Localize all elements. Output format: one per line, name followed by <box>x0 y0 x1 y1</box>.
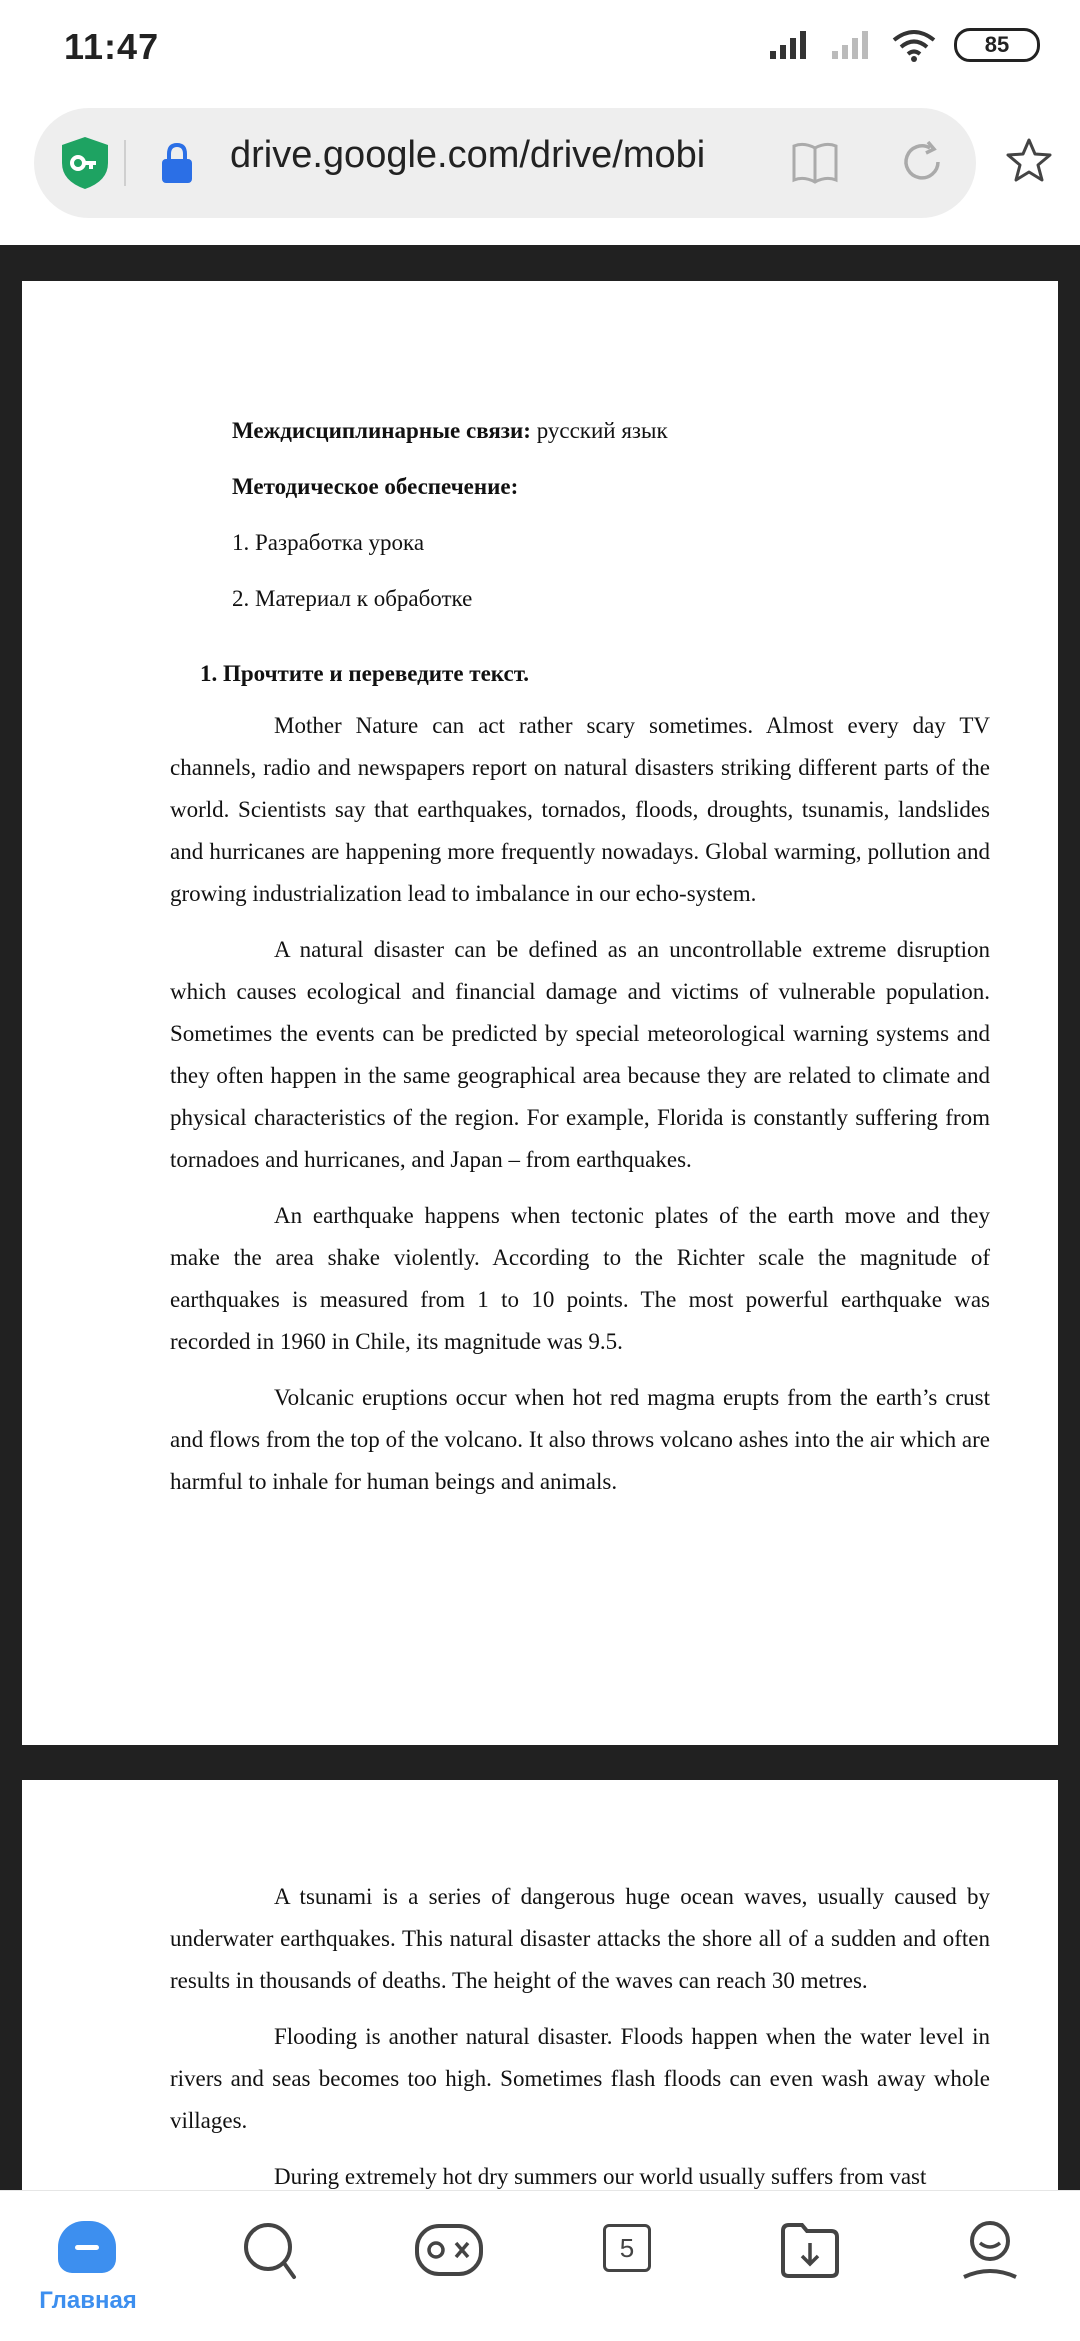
bookmark-star-icon[interactable] <box>1005 137 1053 183</box>
shield-key-icon[interactable] <box>58 135 112 191</box>
nav-tabs[interactable] <box>570 2191 690 2341</box>
wifi-icon <box>892 28 936 62</box>
nav-downloads[interactable] <box>750 2191 870 2341</box>
meta-label: Методическое обеспечение: <box>232 474 519 499</box>
paragraph: A natural disaster can be defined as an uncontrollable extreme disruption which causes ecological and financial damage and victims of vulnerable population. Sometimes the events can be predicted by special meteorological warning systems and they often happen in the same geographical area because they are related to climate and physical characteristics of the region. For example, Florida is constantly suffering from tornadoes and hurricanes, and Japan – from earthquakes. <box>170 937 990 1172</box>
document-viewer[interactable] <box>0 245 1080 2190</box>
nav-games[interactable] <box>392 2191 512 2341</box>
task-heading: 1. Прочтите и переведите текст. <box>200 661 530 686</box>
status-bar <box>0 0 1080 100</box>
paragraph: Volcanic eruptions occur when hot red magma erupts from the earth’s crust and flows from the top of the volcano. It also throws volcano ashes into the air which are harmful to inhale for human beings and animals. <box>170 1385 990 1494</box>
document-page-2 <box>22 1780 1058 2190</box>
reader-mode-icon[interactable] <box>790 140 840 184</box>
url-text[interactable]: drive.google.com/drive/mobi <box>230 134 706 176</box>
signal-icon <box>768 29 812 61</box>
lock-icon[interactable] <box>161 142 193 184</box>
tab-count-icon[interactable]: 5 <box>603 2224 651 2272</box>
status-time: 11:47 <box>64 26 160 67</box>
nav-search[interactable] <box>210 2191 330 2341</box>
nav-home[interactable] <box>28 2191 148 2341</box>
paragraph: An earthquake happens when tectonic plates of the earth move and they make the area shake violently. According to the Richter scale the magnitude of earthquakes is measured from 1 to 10 points. The most powerful earthquake was recorded in 1960 in Chile, its magnitude was 9.5. <box>170 1203 990 1354</box>
battery-indicator: 85 <box>954 28 1040 62</box>
browser-toolbar <box>0 100 1080 245</box>
document-page-1 <box>22 281 1058 1745</box>
download-folder-icon[interactable] <box>780 2221 840 2279</box>
meta-label: Междисциплинарные связи: <box>232 418 531 443</box>
gamepad-icon[interactable] <box>414 2223 484 2277</box>
profile-icon[interactable] <box>960 2219 1020 2281</box>
nav-profile[interactable] <box>930 2191 1050 2341</box>
search-icon[interactable] <box>242 2221 300 2281</box>
meta-value: русский язык <box>530 418 668 443</box>
list-item: 1. Разработка урока <box>232 530 425 555</box>
meta-interdisciplinary <box>170 411 990 451</box>
home-icon[interactable] <box>58 2221 116 2273</box>
signal-off-icon <box>830 29 874 61</box>
reload-icon[interactable] <box>900 140 944 184</box>
page2-content <box>170 1876 990 2190</box>
bottom-navigation <box>0 2190 1080 2341</box>
meta-methodical <box>170 467 990 507</box>
nav-home-label[interactable]: Главная <box>39 2287 137 2314</box>
status-icons <box>768 28 1040 62</box>
paragraph: A tsunami is a series of dangerous huge ocean waves, usually caused by underwater earthquakes. This natural disaster attacks the shore all of a sudden and often results in thousands of deaths. The height of the waves can reach 30 metres. <box>170 1884 990 1993</box>
list-item: 2. Материал к обработке <box>232 586 473 611</box>
paragraph: During extremely hot dry summers our world usually suffers from vast <box>274 2164 927 2189</box>
page1-content <box>170 411 990 1517</box>
address-separator <box>124 140 126 186</box>
paragraph: Flooding is another natural disaster. Floods happen when the water level in rivers and seas becomes too high. Sometimes flash floods can even wash away whole villages. <box>170 2024 990 2133</box>
address-bar[interactable] <box>34 108 976 218</box>
paragraph: Mother Nature can act rather scary sometimes. Almost every day TV channels, radio and newspapers report on natural disasters striking different parts of the world. Scientists say that earthquakes, tornados, floods, droughts, tsunamis, landslides and hurricanes are happening more frequently nowadays. Global warming, pollution and growing industrialization lead to imbalance in our echo-system. <box>170 713 990 906</box>
